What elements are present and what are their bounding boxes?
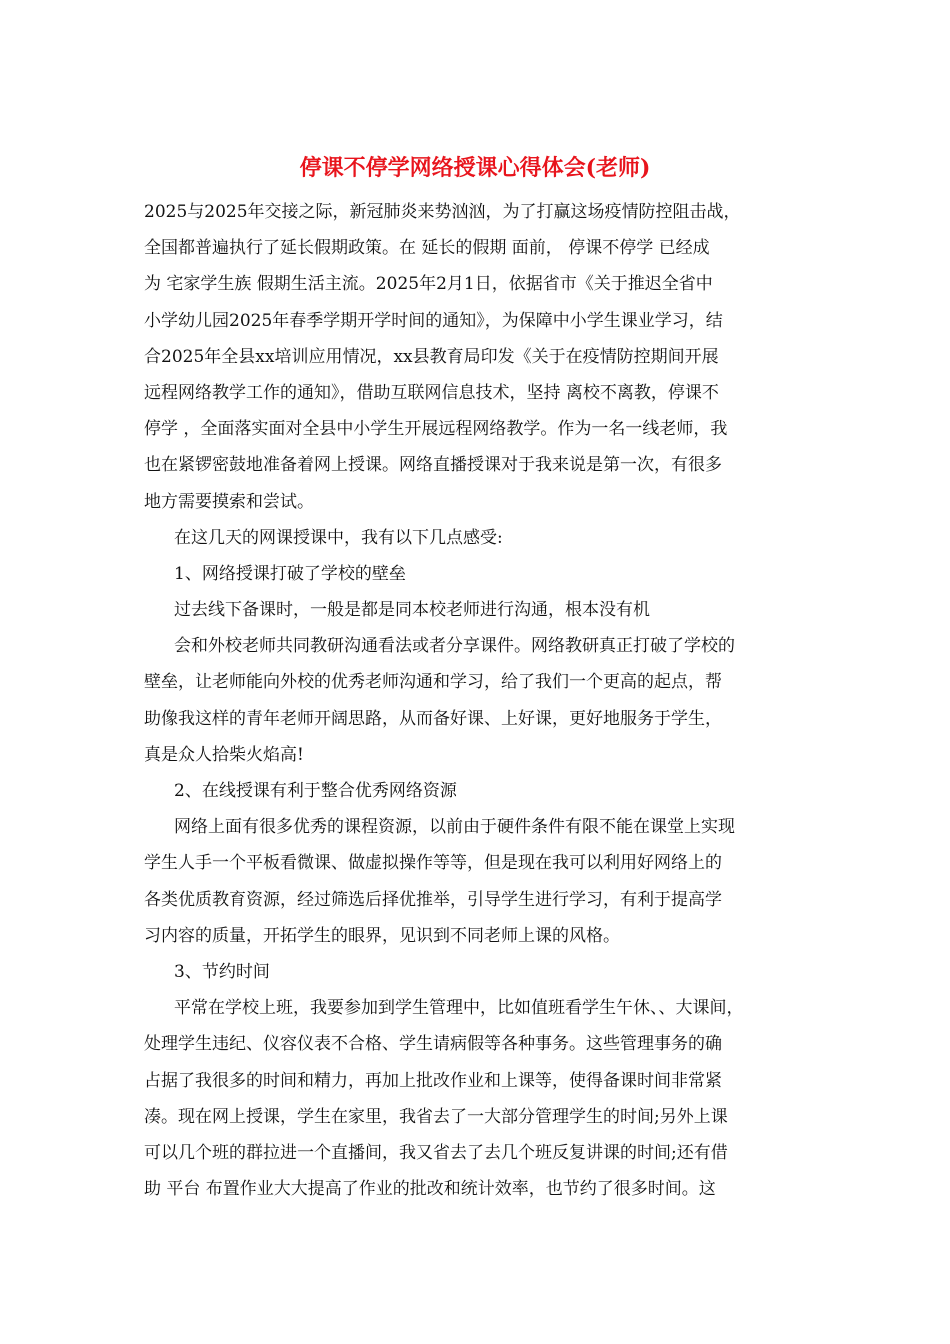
text-line: 2、在线授课有利于整合优秀网络资源 xyxy=(174,781,457,801)
text-line: 3、节约时间 xyxy=(174,961,270,982)
text-line: 学生人手一个平板看微课、做虚拟操作等等，但是现在我可以利用好网络上的 xyxy=(144,853,722,874)
text-line: 远程网络教学工作的通知》，借助互联网信息技术，坚持 离校不离教，停课不 xyxy=(144,382,719,403)
text-line: 可以几个班的群拉进一个直播间，我又省去了去几个班反复讲课的时间;还有借 xyxy=(144,1142,728,1163)
text-line: 真是众人拾柴火焰高! xyxy=(144,744,304,765)
text-line: 凑。现在网上授课，学生在家里，我省去了一大部分管理学生的时间;另外上课 xyxy=(144,1106,728,1127)
text-line: 全国都普遍执行了延长假期政策。在 延长的假期 面前， 停课不停学 已经成 xyxy=(144,238,710,259)
text-line: 网络上面有很多优秀的课程资源，以前由于硬件条件有限不能在课堂上实现 xyxy=(174,817,735,838)
text-line: 处理学生违纪、仪容仪表不合格、学生请病假等各种事务。这些管理事务的确 xyxy=(144,1034,722,1055)
text-line: 习内容的质量，开拓学生的眼界，见识到不同老师上课的风格。 xyxy=(144,925,620,946)
text-line: 会和外校老师共同教研沟通看法或者分享课件。网络教研真正打破了学校的 xyxy=(174,636,735,657)
text-line: 助像我这样的青年老师开阔思路，从而备好课、上好课，更好地服务于学生， xyxy=(144,708,722,729)
text-line: 平常在学校上班，我要参加到学生管理中，比如值班看学生午休、、大课间， xyxy=(174,998,744,1019)
text-line: 小学幼儿园2025年春季学期开学时间的通知》，为保障中小学生课业学习，结 xyxy=(144,310,723,331)
text-line: 助 平台 布置作业大大提高了作业的批改和统计效率，也节约了很多时间。这 xyxy=(144,1179,716,1200)
text-line: 地方需要摸索和尝试。 xyxy=(144,491,314,512)
text-line: 为 宅家学生族 假期生活主流。2025年2月1日，依据省市《关于推迟全省中 xyxy=(144,274,713,295)
document-title: 停课不停学网络授课心得体会(老师) xyxy=(299,155,651,181)
text-line: 也在紧锣密鼓地准备着网上授课。网络直播授课对于我来说是第一次，有很多 xyxy=(144,455,722,476)
text-line: 合2025年全县xx培训应用情况，xx县教育局印发《关于在疫情防控期间开展 xyxy=(144,346,719,367)
document-body xyxy=(144,194,824,1207)
text-line: 各类优质教育资源，经过筛选后择优推举，引导学生进行学习，有利于提高学 xyxy=(144,889,722,910)
text-line: 占据了我很多的时间和精力，再加上批改作业和上课等，使得备课时间非常紧 xyxy=(144,1070,722,1091)
text-line: 在这几天的网课授课中，我有以下几点感受: xyxy=(174,527,503,548)
text-line: 2025与2025年交接之际，新冠肺炎来势汹汹，为了打赢这场疫情防控阻击战， xyxy=(144,202,741,222)
text-line: 1、网络授课打破了学校的壁垒 xyxy=(174,563,406,584)
text-line: 过去线下备课时，一般是都是同本校老师进行沟通，根本没有机 xyxy=(174,600,650,621)
text-line: 壁垒，让老师能向外校的优秀老师沟通和学习，给了我们一个更高的起点，帮 xyxy=(144,672,722,693)
text-line: 停学 ，全面落实面对全县中小学生开展远程网络教学。作为一名一线老师，我 xyxy=(144,419,728,440)
